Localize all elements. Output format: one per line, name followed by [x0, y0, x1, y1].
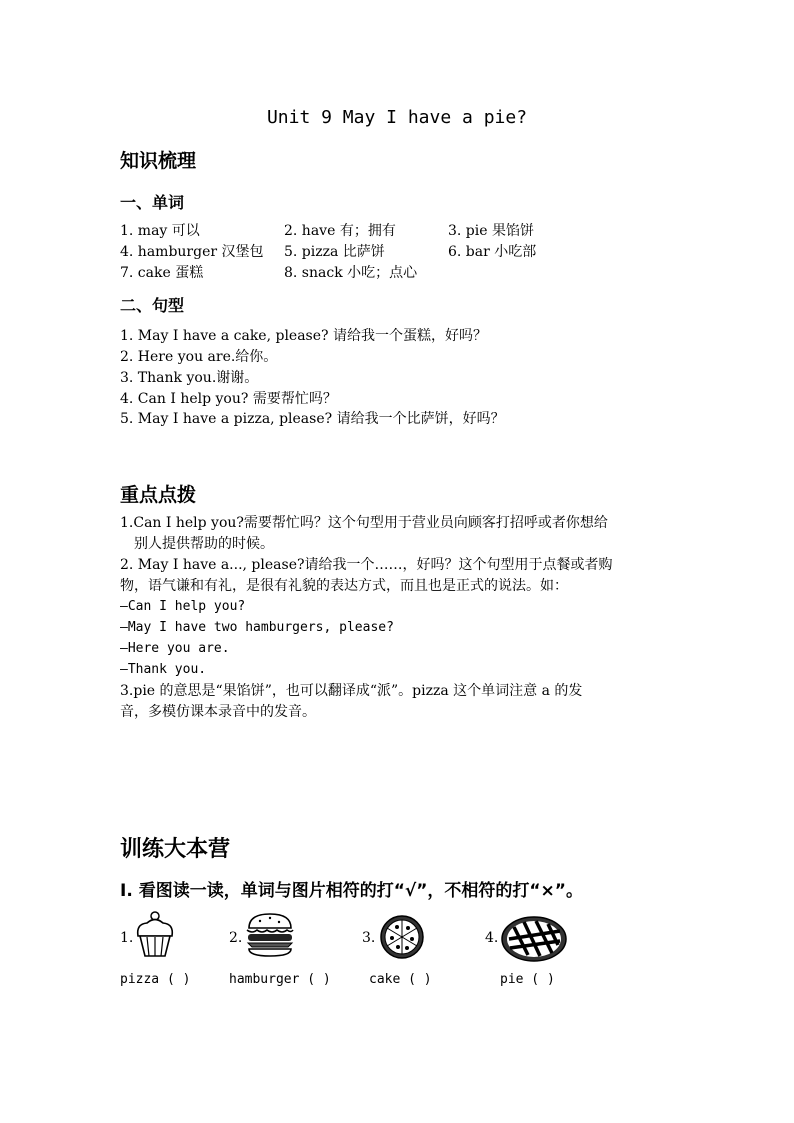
item-number: 1. — [120, 930, 134, 946]
vocab-item: 6. bar 小吃部 — [448, 244, 537, 260]
keypoint-line: 2. May I have a..., please?请给我一个……，好吗？这个句型用于点餐或者购 — [120, 557, 613, 573]
sentence-item: 4. Can I help you? 需要帮忙吗？ — [120, 391, 337, 407]
keypoint-line: 1.Can I help you?需要帮忙吗？这个句型用于营业员向顾客打招呼或者你想给 — [120, 515, 608, 531]
item-number: 4. — [485, 930, 499, 946]
answer-blank[interactable]: pie ( ) — [500, 972, 555, 987]
sentence-item: 3. Thank you.谢谢。 — [120, 370, 259, 386]
pie-icon — [500, 915, 568, 963]
keypoint-line: 物，语气谦和有礼，是很有礼貌的表达方式，而且也是正式的说法。如： — [120, 578, 568, 594]
section-heading-keypoints: 重点点拨 — [120, 484, 197, 506]
page-title: Unit 9 May I have a pie? — [266, 107, 528, 128]
vocab-item: 2. have 有；拥有 — [284, 223, 396, 239]
section-heading-knowledge: 知识梳理 — [120, 150, 197, 172]
vocab-item: 3. pie 果馅饼 — [448, 223, 534, 239]
item-number: 2. — [229, 930, 243, 946]
keypoint-line: 3.pie 的意思是“果馅饼”，也可以翻译成“派”。pizza 这个单词注意 a 的发 — [120, 683, 583, 699]
vocab-item: 4. hamburger 汉堡包 — [120, 244, 264, 260]
dialogue-line: —Thank you. — [120, 662, 207, 677]
cupcake-icon — [133, 910, 177, 960]
keypoint-line: 音，多模仿课本录音中的发音。 — [120, 704, 316, 720]
exercise-title: Ⅰ. 看图读一读，单词与图片相符的打“√”，不相符的打“×”。 — [120, 881, 583, 901]
answer-blank[interactable]: pizza ( ) — [120, 972, 191, 987]
vocab-item: 5. pizza 比萨饼 — [284, 244, 385, 260]
sentence-item: 2. Here you are.给你。 — [120, 349, 278, 365]
answer-blank[interactable]: hamburger ( ) — [229, 972, 331, 987]
dialogue-line: —May I have two hamburgers, please? — [120, 620, 394, 635]
keypoint-line: 别人提供帮助的时候。 — [134, 536, 274, 552]
dialogue-line: —Can I help you? — [120, 599, 246, 614]
item-number: 3. — [362, 930, 376, 946]
hamburger-icon — [244, 912, 296, 958]
vocab-item: 8. snack 小吃；点心 — [284, 265, 418, 281]
sentence-item: 1. May I have a cake, please? 请给我一个蛋糕，好吗？ — [120, 328, 487, 344]
section-heading-practice: 训练大本营 — [120, 837, 231, 862]
sentences-heading: 二、句型 — [120, 296, 185, 315]
sentence-item: 5. May I have a pizza, please? 请给我一个比萨饼，好吗？ — [120, 411, 505, 427]
pizza-icon — [379, 914, 425, 960]
vocab-item: 7. cake 蛋糕 — [120, 265, 204, 281]
vocab-item: 1. may 可以 — [120, 223, 200, 239]
dialogue-line: —Here you are. — [120, 641, 230, 656]
words-heading: 一、单词 — [120, 193, 185, 212]
answer-blank[interactable]: cake ( ) — [369, 972, 432, 987]
